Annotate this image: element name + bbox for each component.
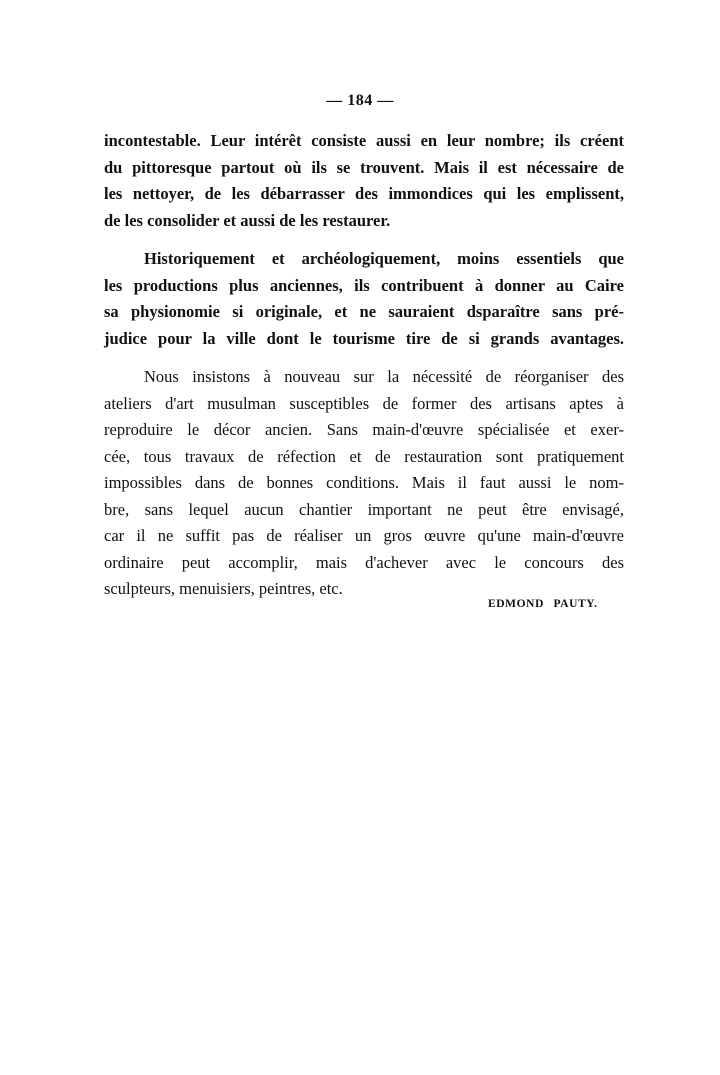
paragraph-3-line-8: ordinaire peut accomplir, mais d'achever avec le concours des [104,552,624,572]
paragraph-2-line-3: sa physionomie si originale, et ne sauraient dsparaître sans pré- [104,302,624,321]
paragraph-1 [104,128,624,234]
paragraph-gap [104,352,624,364]
paragraph-3-line-6: bre, sans lequel aucun chantier important ne peut être envisagé, [104,499,624,519]
paragraph-1-line-2: du pittoresque partout où ils se trouvent. Mais il est nécessaire de [104,157,624,177]
paragraph-2-line-2: les productions plus anciennes, ils contribuent à donner au Caire [104,275,624,295]
page-number: — 184 — [326,92,394,109]
paragraph-3-line-4: cée, tous travaux de réfection et de restauration sont pratiquement [104,446,624,466]
paragraph-3 [104,364,624,603]
paragraph-gap [104,234,624,246]
paragraph-3-line-5: impossibles dans de bonnes conditions. Mais il faut aussi le nom- [104,473,624,492]
paragraph-3-line-2: ateliers d'art musulman susceptibles de former des artisans aptes à [104,393,624,413]
paragraph-1-line-3: les nettoyer, de les débarrasser des immondices qui les emplissent, [104,184,624,203]
paragraph-3-line-7: car il ne suffit pas de réaliser un gros œuvre qu'une main-d'œuvre [104,526,624,545]
body-text [104,128,624,603]
author-signature: EDMOND PAUTY. [488,598,598,610]
paragraph-3-line-1: Nous insistons à nouveau sur la nécessité de réorganiser des [144,367,624,386]
paragraph-3-line-3: reproduire le décor ancien. Sans main-d'œuvre spécialisée et exer- [104,420,624,439]
paragraph-2-line-4: judice pour la ville dont le tourisme tire de si grands avantages. [104,328,624,348]
paragraph-2-line-1: Historiquement et archéologiquement, moins essentiels que [144,249,624,268]
paragraph-1-line-1: incontestable. Leur intérêt consiste aussi en leur nombre; ils créent [104,131,624,150]
paragraph-1-line-4: de les consolider et aussi de les restaurer. [104,210,391,230]
paragraph-3-line-9: sculpteurs, menuisiers, peintres, etc. [104,579,343,598]
paragraph-2 [104,246,624,352]
